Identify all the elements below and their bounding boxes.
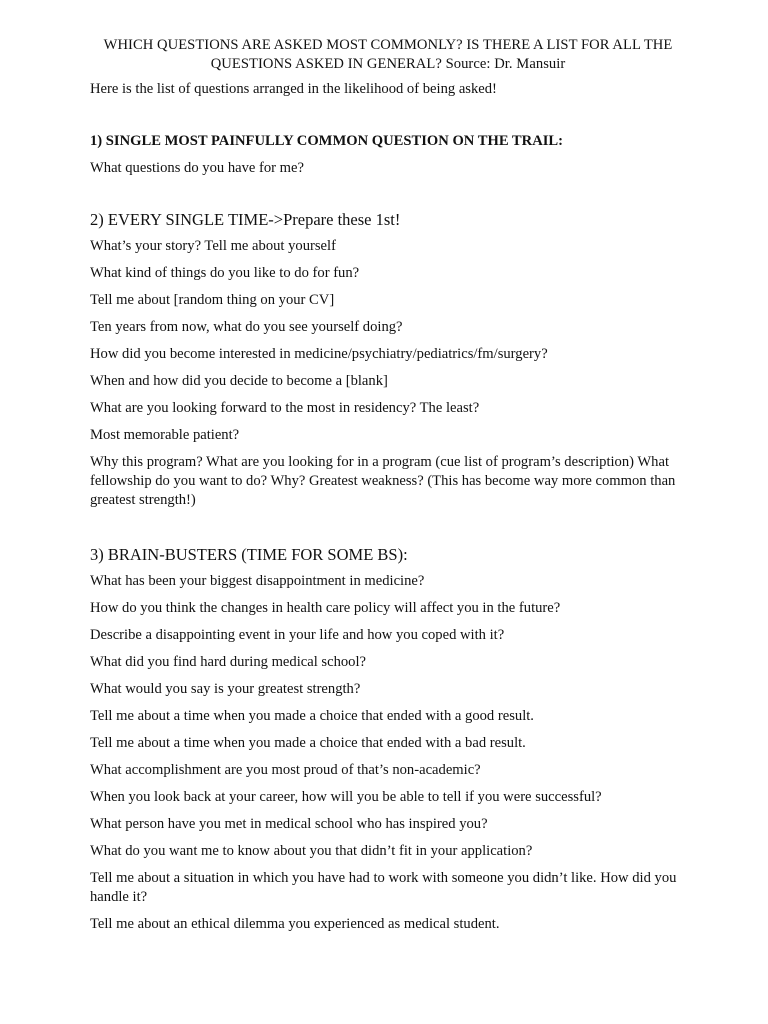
section-2-question-list [90,237,680,510]
section-3 [90,544,680,934]
question-item: Ten years from now, what do you see yourself doing? [90,319,403,335]
document-title: WHICH QUESTIONS ARE ASKED MOST COMMONLY? IS THERE A LIST FOR ALL THE QUESTIONS ASKED IN GENERAL? Source: Dr. Mansuir [103,37,673,72]
question-item: What accomplishment are you most proud of that’s non-academic? [90,762,481,778]
question-item: What did you find hard during medical school? [90,654,366,670]
question-item: What has been your biggest disappointment in medicine? [90,573,425,589]
section-1-heading: 1) SINGLE MOST PAINFULLY COMMON QUESTION ON THE TRAIL: [90,133,564,149]
section-1 [90,132,680,178]
question-item: Tell me about a time when you made a choice that ended with a bad result. [90,735,526,751]
section-2 [90,209,680,510]
question-item: Tell me about an ethical dilemma you experienced as medical student. [90,916,500,932]
question-item: Why this program? What are you looking for in a program (cue list of program’s description) What fellowship do you want to do? Why? Greatest weakness? (This has become way more common than greatest strength!) [90,454,676,508]
question-item: What do you want me to know about you that didn’t fit in your application? [90,843,533,859]
section-1-question: What questions do you have for me? [90,160,304,176]
question-item: Tell me about a situation in which you have had to work with someone you didn’t like. How did you handle it? [90,870,677,905]
question-item: Tell me about a time when you made a choice that ended with a good result. [90,708,534,724]
question-item: What kind of things do you like to do for fun? [90,265,360,281]
question-item: Most memorable patient? [90,427,240,443]
question-item: When and how did you decide to become a [blank] [90,373,388,389]
question-item: What are you looking forward to the most in residency? The least? [90,400,480,416]
question-item: Tell me about [random thing on your CV] [90,292,335,308]
question-item: What’s your story? Tell me about yourself [90,238,336,254]
question-item: What person have you met in medical school who has inspired you? [90,816,488,832]
section-2-heading: 2) EVERY SINGLE TIME->Prepare these 1st! [90,210,401,229]
question-item: Describe a disappointing event in your life and how you coped with it? [90,627,505,643]
section-3-heading: 3) BRAIN-BUSTERS (TIME FOR SOME BS): [90,545,408,564]
intro-text: Here is the list of questions arranged in the likelihood of being asked! [90,81,497,97]
section-3-question-list [90,572,680,934]
question-item: When you look back at your career, how will you be able to tell if you were successful? [90,789,602,805]
question-item: What would you say is your greatest strength? [90,681,361,697]
question-item: How do you think the changes in health care policy will affect you in the future? [90,600,561,616]
question-item: How did you become interested in medicine/psychiatry/pediatrics/fm/surgery? [90,346,548,362]
